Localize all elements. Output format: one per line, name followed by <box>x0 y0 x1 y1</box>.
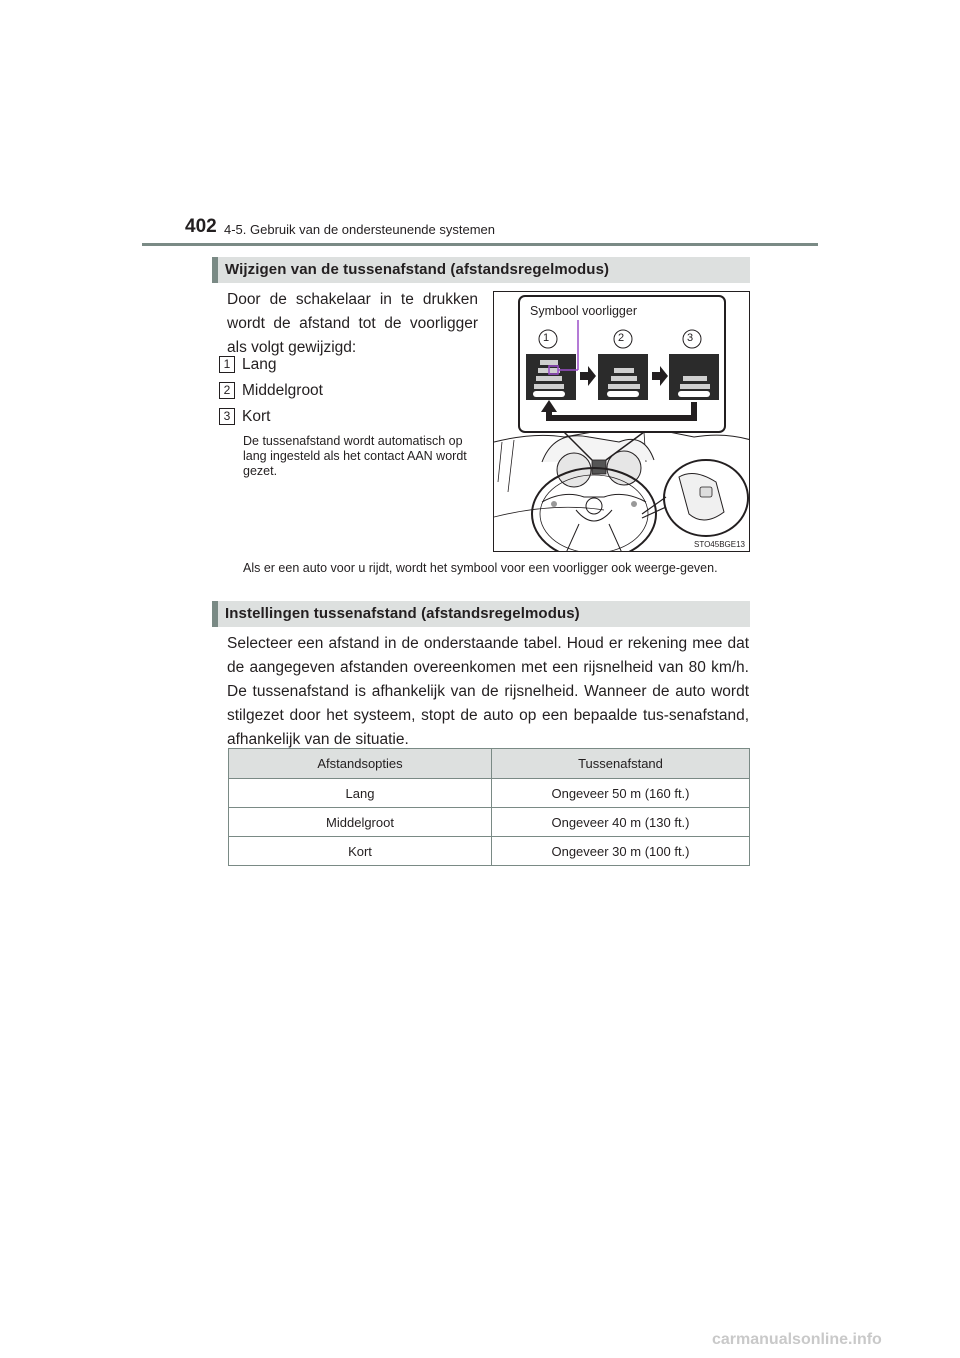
table-cell: Ongeveer 50 m (160 ft.) <box>492 779 750 808</box>
table-row <box>229 837 750 866</box>
section-title: Instellingen tussenafstand (afstandsregelmodus) <box>225 605 580 622</box>
number-badge: 1 <box>219 356 235 373</box>
table-cell: Middelgroot <box>229 808 492 837</box>
footnote-text: Als er een auto voor u rijdt, wordt het symbool voor een voorligger ook weerge-geven. <box>243 561 718 575</box>
distance-table <box>228 748 750 866</box>
chapter-title: 4-5. Gebruik van de ondersteunende systemen <box>224 222 496 237</box>
page-number: 402 <box>185 216 217 237</box>
marker-3: 3 <box>687 332 694 344</box>
settings-paragraph: Selecteer een afstand in de onderstaande tabel. Houd er rekening mee dat de aangegeven afstanden overeenkomen met een rijsnelheid van 80 km/h. De tussenafstand is afhankelijk van de rijsnelheid. Wanneer de auto wordt stilgezet door het systeem, stopt de auto op een bepaalde tus-senafstand, afhankelijk van de situatie. <box>227 635 749 748</box>
table-cell: Ongeveer 40 m (130 ft.) <box>492 808 750 837</box>
table-cell: Kort <box>229 837 492 866</box>
dashboard-illustration-svg <box>494 292 750 552</box>
marker-1: 1 <box>543 332 550 344</box>
section-heading-distance-change <box>212 257 750 283</box>
list-item-label: Lang <box>242 356 277 373</box>
list-item-label: Kort <box>242 408 271 425</box>
watermark: carmanualsonline.info <box>712 1331 882 1348</box>
table-cell: Ongeveer 30 m (100 ft.) <box>492 837 750 866</box>
table-header-row <box>229 749 750 779</box>
table-row <box>229 779 750 808</box>
column-header: Tussenafstand <box>492 749 750 779</box>
header-divider <box>142 243 818 246</box>
marker-2: 2 <box>618 332 625 344</box>
table-cell: Lang <box>229 779 492 808</box>
column-header: Afstandsopties <box>229 749 492 779</box>
number-badge: 3 <box>219 408 235 425</box>
section-heading-distance-settings <box>212 601 750 627</box>
number-badge: 2 <box>219 382 235 399</box>
figure-code: STO45BGE13 <box>694 540 745 549</box>
callout-label: Symbool voorligger <box>530 304 637 318</box>
table-row <box>229 808 750 837</box>
section-title: Wijzigen van de tussenafstand (afstandsregelmodus) <box>225 261 610 278</box>
note-text: De tussenafstand wordt automatisch op lang ingesteld als het contact AAN wordt gezet. <box>243 434 467 478</box>
list-item-label: Middelgroot <box>242 382 323 399</box>
section-accent <box>212 257 218 283</box>
section-accent <box>212 601 218 627</box>
intro-paragraph: Door de schakelaar in te drukken wordt de afstand tot de voorligger als volgt gewijzigd: <box>227 291 478 356</box>
illustration-dashboard <box>493 291 750 552</box>
